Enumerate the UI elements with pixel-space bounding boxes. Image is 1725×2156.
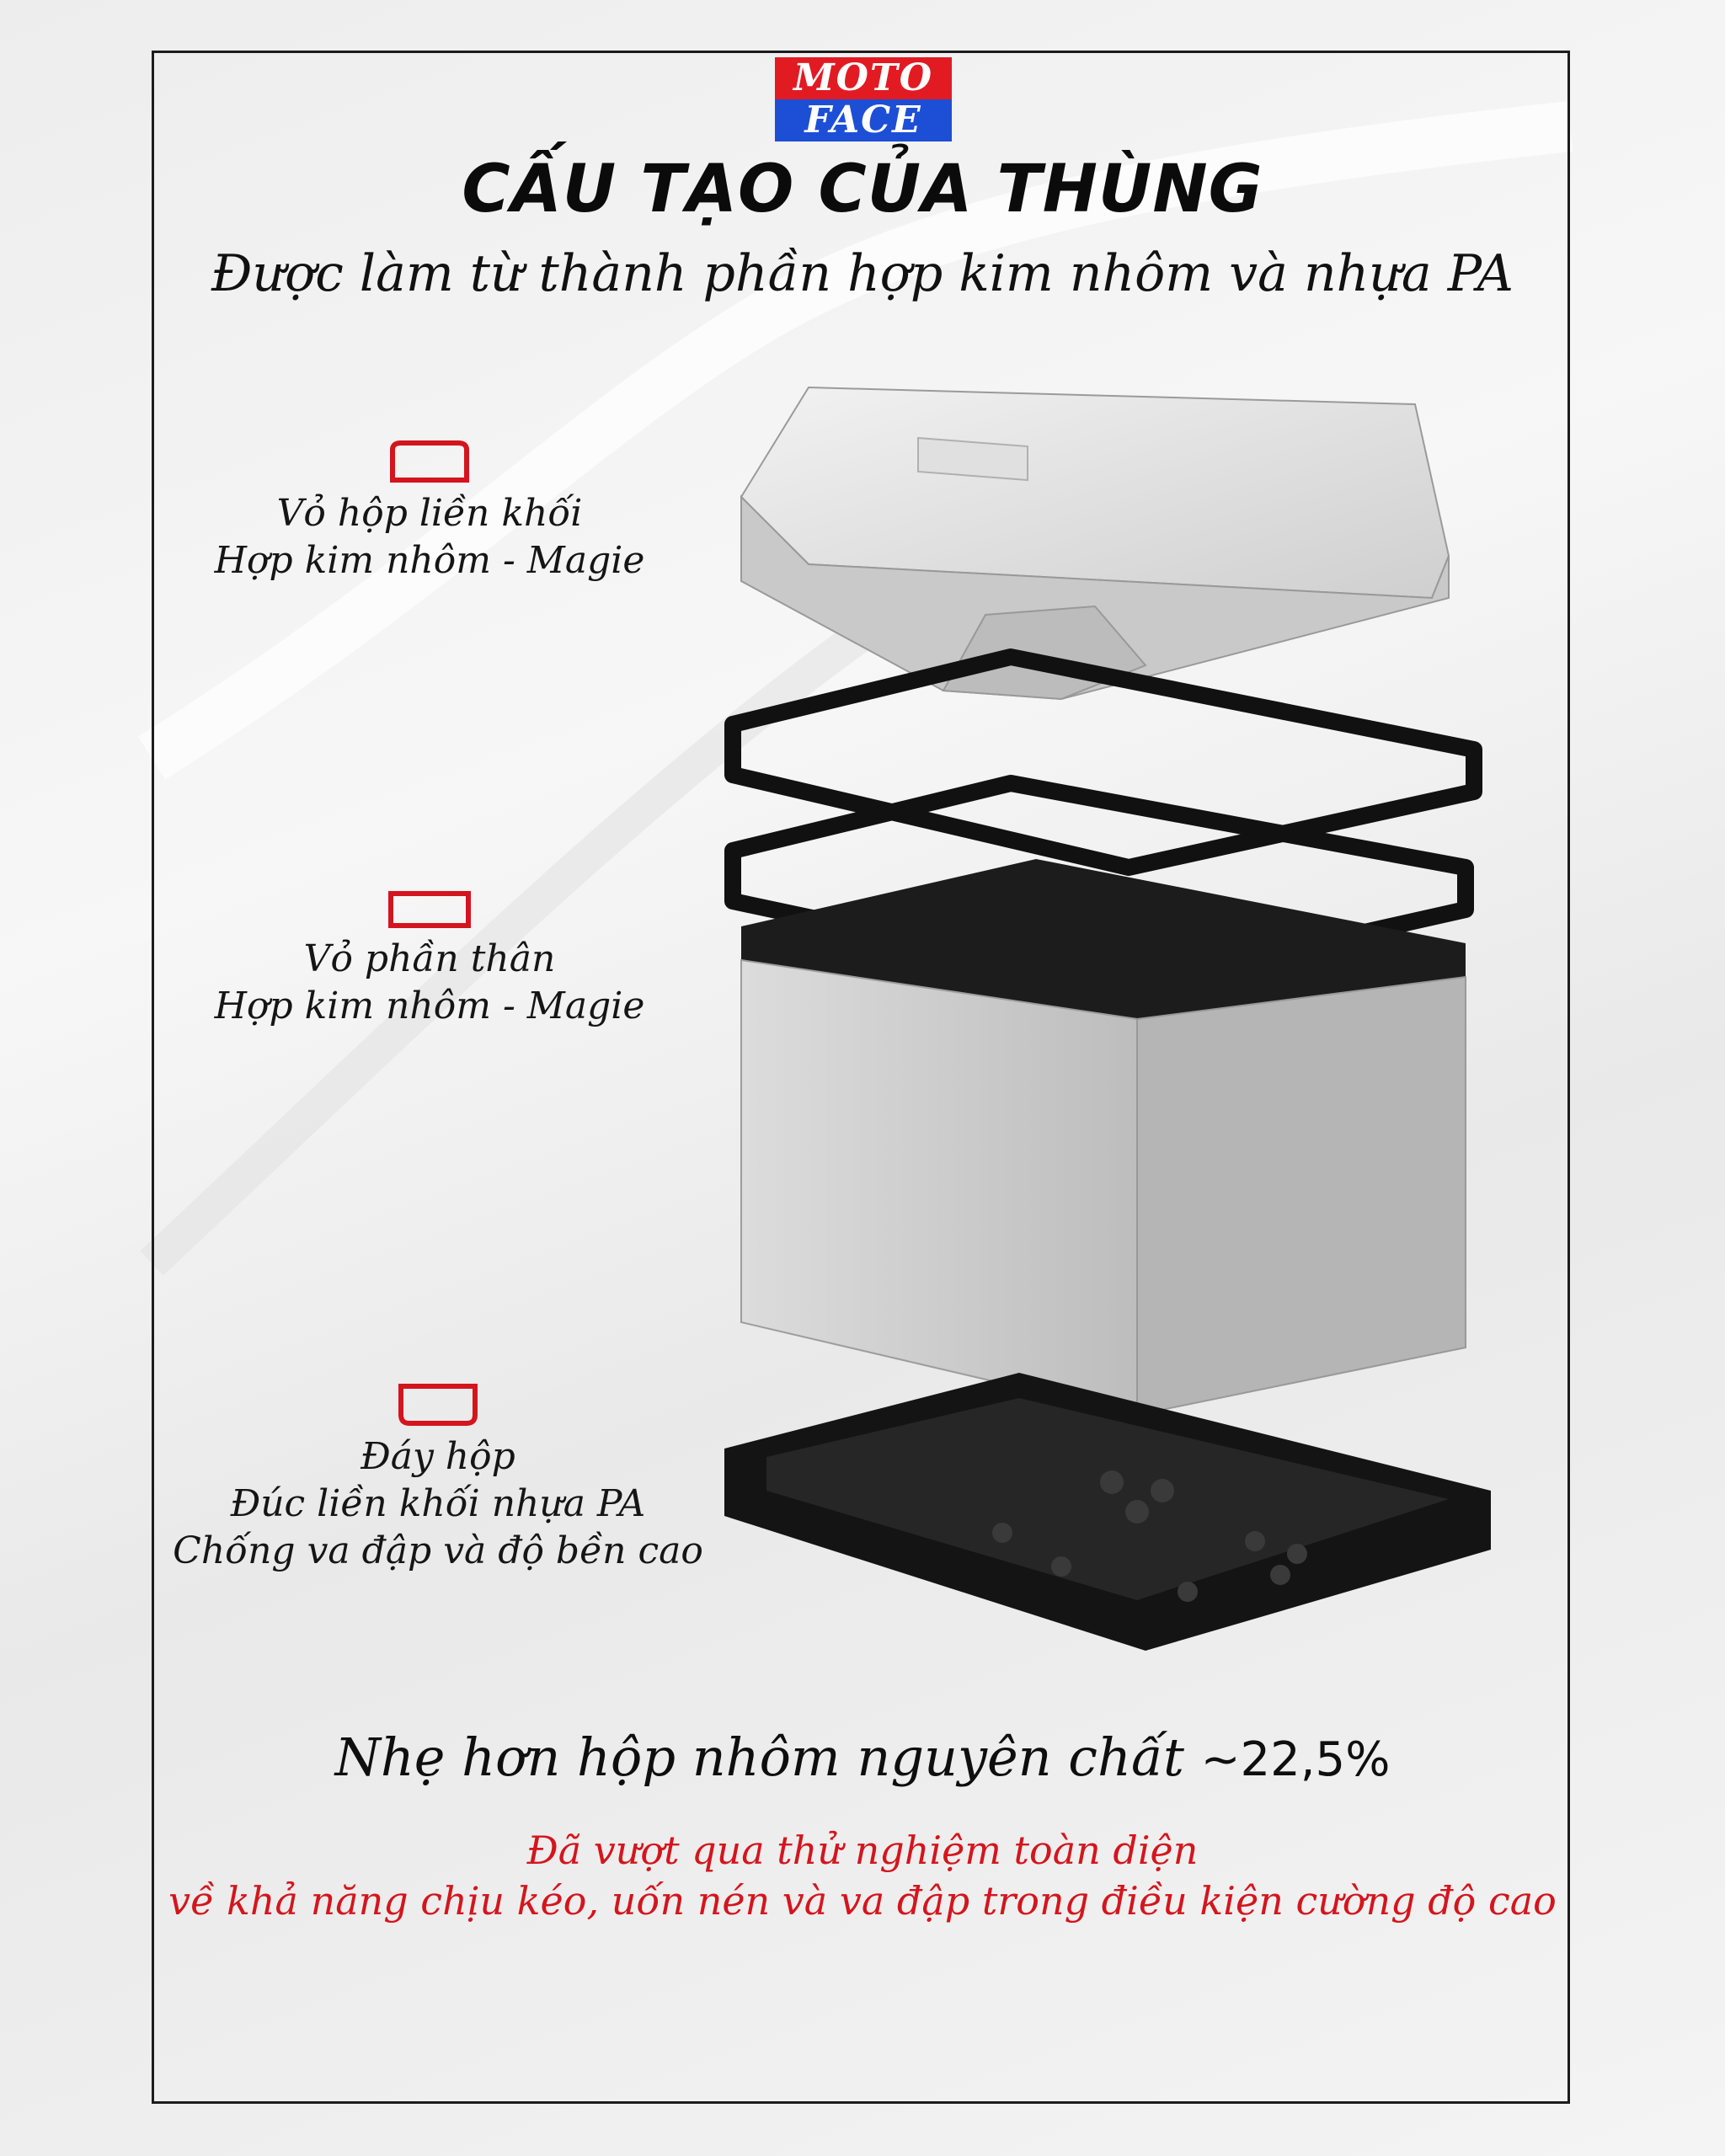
body-part (741, 859, 1466, 1415)
logo-line-2: FACE (775, 99, 952, 141)
base-part (724, 1373, 1491, 1651)
logo-line-1: MOTO (775, 57, 952, 99)
moto-face-logo (775, 57, 952, 141)
part-base-material: Đúc liền khối nhựa PA (230, 1482, 646, 1525)
part-label-lid (202, 438, 657, 584)
part-body-name: Vỏ phần thân (303, 937, 556, 980)
test-note-line-2: về khả năng chịu kéo, uốn nén và va đập trong điều kiện cường độ cao (168, 1878, 1557, 1924)
part-lid-name: Vỏ hộp liền khối (276, 492, 583, 535)
weight-claim-text: Nhẹ hơn hộp nhôm nguyên chất (334, 1726, 1201, 1788)
body-outline-icon (387, 889, 472, 931)
test-note-line-1: Đã vượt qua thử nghiệm toàn diện (526, 1828, 1199, 1873)
part-lid-material: Hợp kim nhôm - Magie (214, 539, 645, 582)
part-base-name: Đáy hộp (360, 1435, 515, 1478)
lid-part (741, 387, 1449, 699)
page-subtitle: Được làm từ thành phần hợp kim nhôm và nhựa PA (211, 244, 1514, 303)
base-outline-icon (396, 1381, 480, 1428)
part-body-material: Hợp kim nhôm - Magie (214, 985, 645, 1027)
lid-outline-icon (387, 438, 472, 485)
part-label-base (160, 1381, 716, 1575)
weight-claim-value: ~22,5% (1200, 1732, 1391, 1787)
part-base-extra: Chống va đập và độ bền cao (173, 1529, 703, 1572)
part-label-body (202, 889, 657, 1030)
page-title: CẤU TẠO CỦA THÙNG (462, 152, 1263, 227)
exploded-box-illustration (708, 371, 1499, 1693)
weight-claim (0, 1726, 1725, 1788)
